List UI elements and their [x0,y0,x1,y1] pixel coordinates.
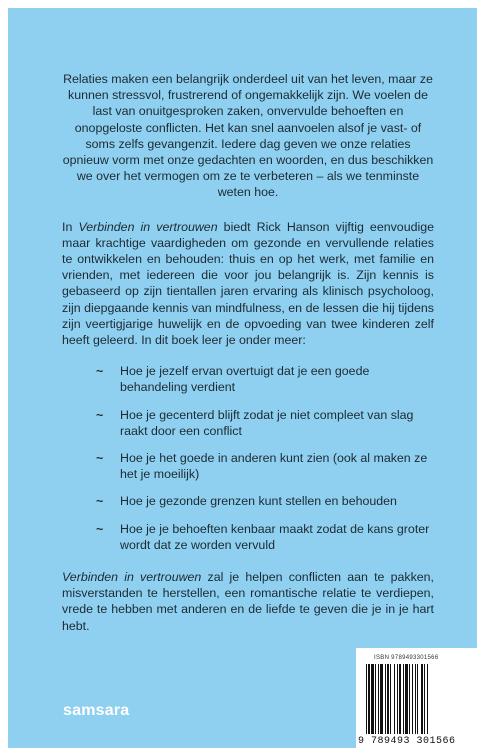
list-item [96,363,434,395]
description-text: biedt Rick Hanson vijftig eenvoudige maar krachtige vaardigheden om gezonde en vervullende relaties te ontwikkelen en behouden: thuis en op het werk, met familie en vrienden, met iedereen die voor jou belangrijk is. Zijn kennis is gebaseerd op zijn tientallen jaren ervaring als klinisch psycholoog, zijn diepgaande kennis van mindfulness, en de lessen die hij tijdens zijn veertigjarige huwelijk en de opvoeding van twee kinderen zelf heeft geleerd. In dit boek leer je onder meer: [62,219,435,348]
isbn-digits: 9 789493 301566 [358,736,456,747]
intro-paragraph: Relaties maken een belangrijk onderdeel uit van het leven, maar ze kunnen stressvol, frustrerend of ongemakkelijk zijn. We voelen de last van onuitgesproken zaken, onvervulde behoeften en onopgeloste conflicten. Het kan snel aanvoelen alsof je vast- of soms zelfs gevangenzit. Iedere dag geven we onze relaties opnieuw vorm met onze gedachten en woorden, en dus beschikken we over het vermogen om ze te verbeteren – als we tenminste weten hoe. [62,72,434,200]
description-paragraph [62,219,434,349]
barcode-icon [366,664,472,736]
list-item-text: Hoe je gecenterd blijft zodat je niet compleet van slag raakt door een conflict [120,407,414,438]
list-item [96,450,434,482]
tilde-bullet-icon: ~ [96,364,104,379]
tilde-bullet-icon: ~ [96,494,104,509]
tilde-bullet-icon: ~ [96,451,104,466]
book-title: Verbinden in vertrouwen [62,570,202,585]
isbn-label: ISBN 9789493301566 [374,655,439,661]
closing-text: zal je helpen conflicten aan te pakken, misverstanden te herstellen, een romantische relatie te verdiepen, vrede te hebben met anderen en de liefde te geven die je in je hart hebt. [62,570,434,633]
back-cover [8,8,477,748]
list-item [96,521,434,553]
list-item-text: Hoe je het goede in anderen kunt zien (ook al maken ze het je moeilijk) [120,451,428,482]
closing-paragraph [62,569,434,634]
book-title: Verbinden in vertrouwen [78,219,218,234]
description-prefix: In [62,219,79,234]
publisher-logo: samsara [63,702,130,719]
list-item-text: Hoe je je behoeften kenbaar maakt zodat de kans groter wordt dat ze worden vervuld [120,521,430,552]
blurb [62,71,434,634]
isbn-barcode [356,648,482,752]
tilde-bullet-icon: ~ [96,521,104,536]
list-item [96,407,434,439]
list-item [96,493,434,509]
list-item-text: Hoe je gezonde grenzen kunt stellen en behouden [120,494,397,509]
tilde-bullet-icon: ~ [96,407,104,422]
list-item-text: Hoe je jezelf ervan overtuigt dat je een goede behandeling verdient [120,364,370,395]
benefits-list [62,363,434,553]
